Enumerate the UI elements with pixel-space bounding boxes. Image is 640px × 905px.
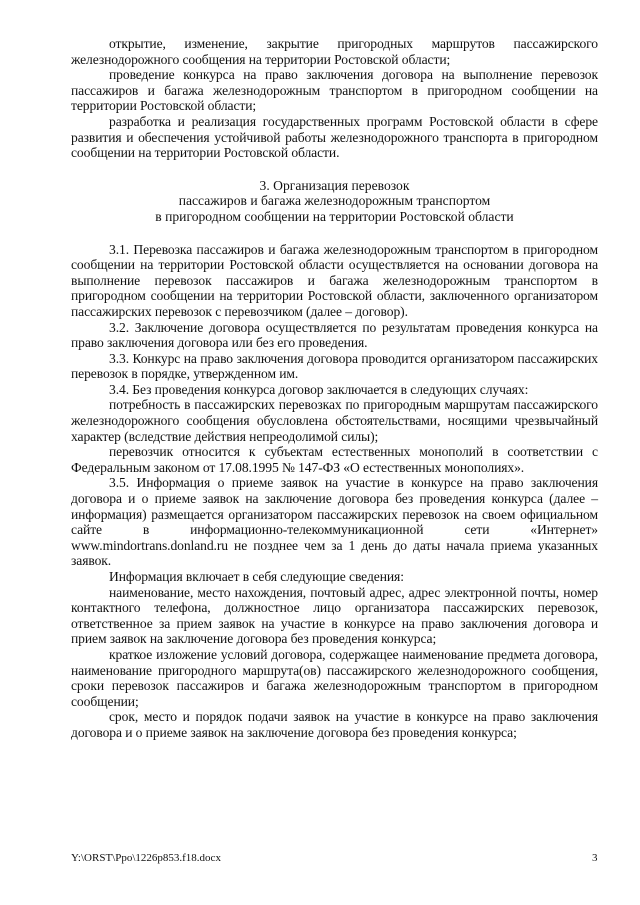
paragraph-top-1: открытие, изменение, закрытие пригородных маршрутов пассажирского железнодорожного сообщения на территории Ростовской области;: [71, 36, 598, 67]
paragraph-3-4-case-1: потребность в пассажирских перевозках по пригородным маршрутам пассажирского железнодорожного сообщения обусловлена обстоятельствами, носящими чрезвычайный характер (вследствие действия непреодолимой силы);: [71, 397, 598, 444]
footer-page-number: 3: [592, 852, 598, 864]
paragraph-3-2: 3.2. Заключение договора осуществляется по результатам проведения конкурса на право заключения договора или без его проведения.: [71, 319, 598, 351]
paragraph-3-5: 3.5. Информация о приеме заявок на участие в конкурсе на право заключения договора и о приеме заявок на заключение договора без проведения конкурса (далее – информация) размещается организатором пассажирских перевозок на своем официальном сайте в информационно-телекоммуникационной сети «Интернет» www.mindortrans.donland.ru не позднее чем за 1 день до даты начала приема указанных заявок.: [71, 475, 598, 569]
paragraph-3-4-case-2: перевозчик относится к субъектам естественных монополий в соответствии с Федеральным законом от 17.08.1995 № 147-ФЗ «О естественных монополиях».: [71, 444, 598, 475]
paragraph-info-intro: Информация включает в себя следующие сведения:: [109, 569, 404, 584]
paragraph-top-2: проведение конкурса на право заключения договора на выполнение перевозок пассажиров и багажа железнодорожным транспортом в пригородном сообщении на территории Ростовской области;: [71, 67, 598, 114]
section-heading: [71, 178, 598, 225]
paragraph-3-1: 3.1. Перевозка пассажиров и багажа железнодорожным транспортом в пригородном сообщении на территории Ростовской области осуществляется на основании договора на выполнение перевозок пассажиров и багажа железнодорожным транспортом в пригородном сообщении на территории Ростовской области, заключенного организатором пассажирских перевозок с перевозчиком (далее – договор).: [71, 241, 598, 319]
paragraph-info-item-2: краткое изложение условий договора, содержащее наименование предмета договора, наименование пригородного маршрута(ов) пассажирского железнодорожного сообщения, сроки перевозок пассажиров и багажа железнодорожным транспортом в пригородном сообщении;: [71, 646, 598, 709]
section-heading-line-2: пассажиров и багажа железнодорожным транспортом: [178, 193, 491, 209]
paragraph-3-3: 3.3. Конкурс на право заключения договора проводится организатором пассажирских перевозок в порядке, утвержденном им.: [71, 350, 598, 382]
document-page: [71, 36, 598, 741]
paragraph-top-3: разработка и реализация государственных программ Ростовской области в сфере развития и обеспечения устойчивой работы железнодорожного транспорта в пригородном сообщении на территории Ростовской области.: [71, 113, 598, 161]
footer-file-path: Y:\ORST\Ppo\1226p853.f18.docx: [71, 852, 221, 864]
paragraph-3-4: 3.4. Без проведения конкурса договор заключается в следующих случаях:: [109, 381, 529, 397]
section-heading-line-1: 3. Организация перевозок: [259, 177, 410, 193]
paragraph-info-item-1: наименование, место нахождения, почтовый адрес, адрес электронной почты, номер контактного телефона, должностное лицо организатора пассажирских перевозок, ответственное за прием заявок на участие в конкурсе на право заключения договора и прием заявок на заключение договора без проведения конкурса;: [71, 584, 598, 647]
section-heading-line-3: в пригородном сообщении на территории Ростовской области: [155, 208, 514, 224]
paragraph-info-item-3: срок, место и порядок подачи заявок на участие в конкурсе на право заключения договора и о приеме заявок на заключение договора без проведения конкурса;: [71, 709, 598, 740]
